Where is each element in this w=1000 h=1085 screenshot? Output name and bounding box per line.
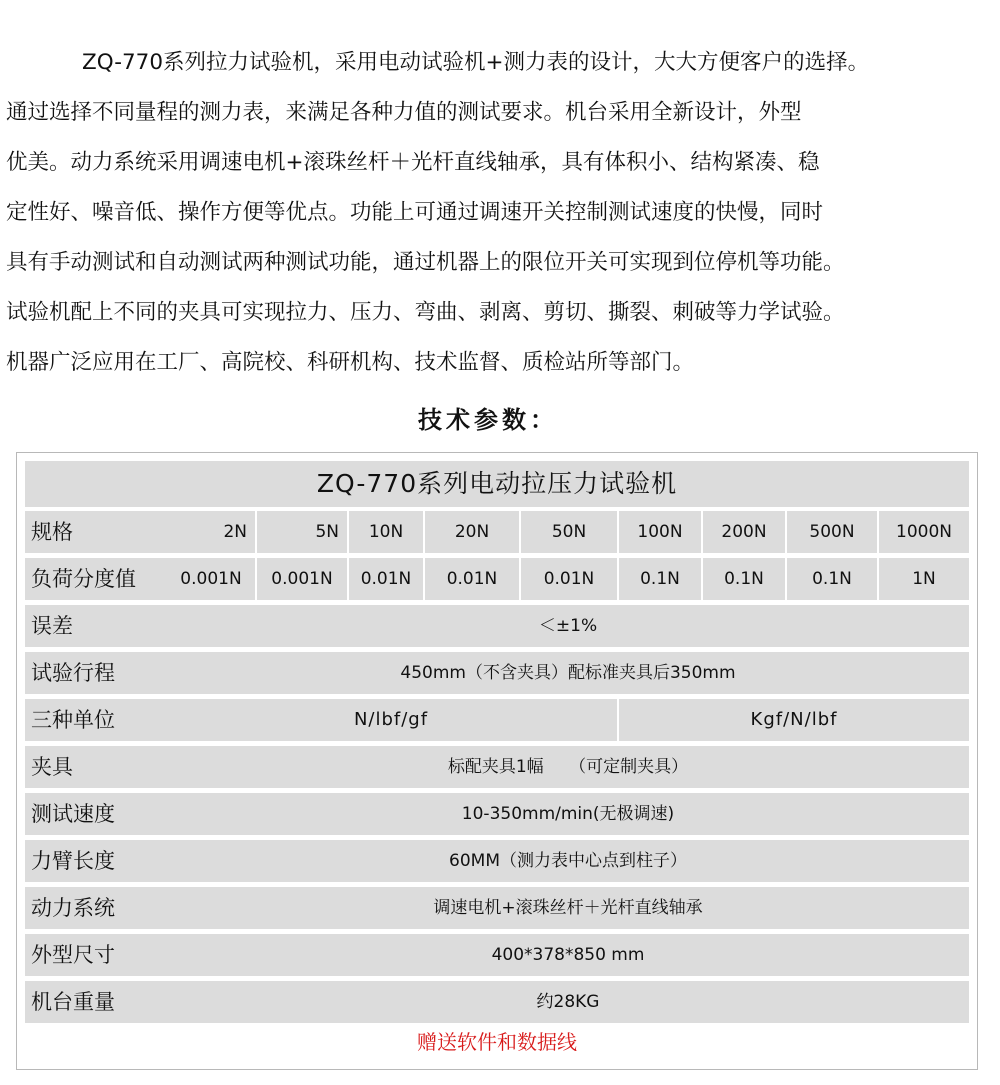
row-value: 450mm（不含夹具）配标准夹具后350mm <box>400 663 736 683</box>
resolution-cell: 0.1N <box>785 558 877 600</box>
intro-line: 具有手动测试和自动测试两种测试功能，通过机器上的限位开关可实现到位停机等功能。 <box>6 250 845 275</box>
row-value: 400*378*850 mm <box>491 945 645 965</box>
row-value: 约28KG <box>536 992 600 1012</box>
row-label: 夹具 <box>31 755 73 779</box>
row-value: ＜±1% <box>538 616 598 636</box>
resolution-cell: 0.01N <box>519 558 617 600</box>
spec-table <box>16 452 978 1070</box>
resolution-cell: 0.01N <box>347 558 423 600</box>
resolution-cell: 1N <box>877 558 969 600</box>
units-row <box>25 699 969 741</box>
row-label: 规格 <box>31 520 73 544</box>
resolution-row <box>25 558 969 600</box>
intro-line: ZQ-770系列拉力试验机，采用电动试验机+测力表的设计，大大方便客户的选择。 <box>82 50 870 75</box>
spec-row <box>25 511 969 553</box>
row-label: 外型尺寸 <box>31 943 115 967</box>
row-value: 10-350mm/min(无极调速) <box>461 804 675 824</box>
spec-cell: 10N <box>347 511 423 553</box>
row-label: 测试速度 <box>31 802 115 826</box>
resolution-cell: 0.001N <box>180 569 242 589</box>
table-title: ZQ-770系列电动拉压力试验机 <box>25 461 969 507</box>
resolution-cell: 0.1N <box>617 558 701 600</box>
fixture-row <box>25 746 969 788</box>
intro-line: 定性好、噪音低、操作方便等优点。功能上可通过调速开关控制测试速度的快慢，同时 <box>6 200 824 225</box>
units-right: Kgf/N/lbf <box>750 709 838 730</box>
row-value: 60MM（测力表中心点到柱子） <box>449 851 687 871</box>
spec-cell: 200N <box>701 511 785 553</box>
spec-cell: 1000N <box>877 511 969 553</box>
speed-row <box>25 793 969 835</box>
spec-cell: 50N <box>519 511 617 553</box>
row-label: 机台重量 <box>31 990 115 1014</box>
arm-length-row <box>25 840 969 882</box>
row-label: 误差 <box>31 614 73 638</box>
intro-line: 机器广泛应用在工厂、高院校、科研机构、技术监督、质检站所等部门。 <box>6 350 695 375</box>
row-label: 三种单位 <box>31 708 115 732</box>
resolution-cell: 0.001N <box>255 558 347 600</box>
spec-cell: 2N <box>223 522 247 542</box>
intro-line: 试验机配上不同的夹具可实现拉力、压力、弯曲、剥离、剪切、撕裂、刺破等力学试验。 <box>6 300 845 325</box>
spec-cell: 5N <box>255 511 347 553</box>
row-value: 调速电机+滚珠丝杆＋光杆直线轴承 <box>433 898 703 918</box>
units-left: N/lbf/gf <box>353 709 429 730</box>
weight-row <box>25 981 969 1023</box>
power-system-row <box>25 887 969 929</box>
row-value: 标配夹具1幅 （可定制夹具） <box>447 757 689 777</box>
row-label: 负荷分度值 <box>31 567 136 591</box>
intro-paragraph <box>6 38 996 388</box>
footer-note: 赠送软件和数据线 <box>417 1030 577 1054</box>
section-title: 技术参数： <box>418 406 558 434</box>
row-label: 力臂长度 <box>31 849 115 873</box>
row-label: 动力系统 <box>31 896 115 920</box>
resolution-cell: 0.1N <box>701 558 785 600</box>
resolution-cell: 0.01N <box>423 558 519 600</box>
resolution-cells <box>167 558 969 600</box>
dimensions-row <box>25 934 969 976</box>
spec-cell: 100N <box>617 511 701 553</box>
row-label: 试验行程 <box>31 661 115 685</box>
spec-cell: 20N <box>423 511 519 553</box>
intro-line: 通过选择不同量程的测力表，来满足各种力值的测试要求。机台采用全新设计，外型 <box>6 100 802 125</box>
spec-cells <box>167 511 969 553</box>
stroke-row <box>25 652 969 694</box>
spec-cell: 500N <box>785 511 877 553</box>
intro-line: 优美。动力系统采用调速电机+滚珠丝杆＋光杆直线轴承，具有体积小、结构紧凑、稳 <box>6 150 820 175</box>
error-row <box>25 605 969 647</box>
